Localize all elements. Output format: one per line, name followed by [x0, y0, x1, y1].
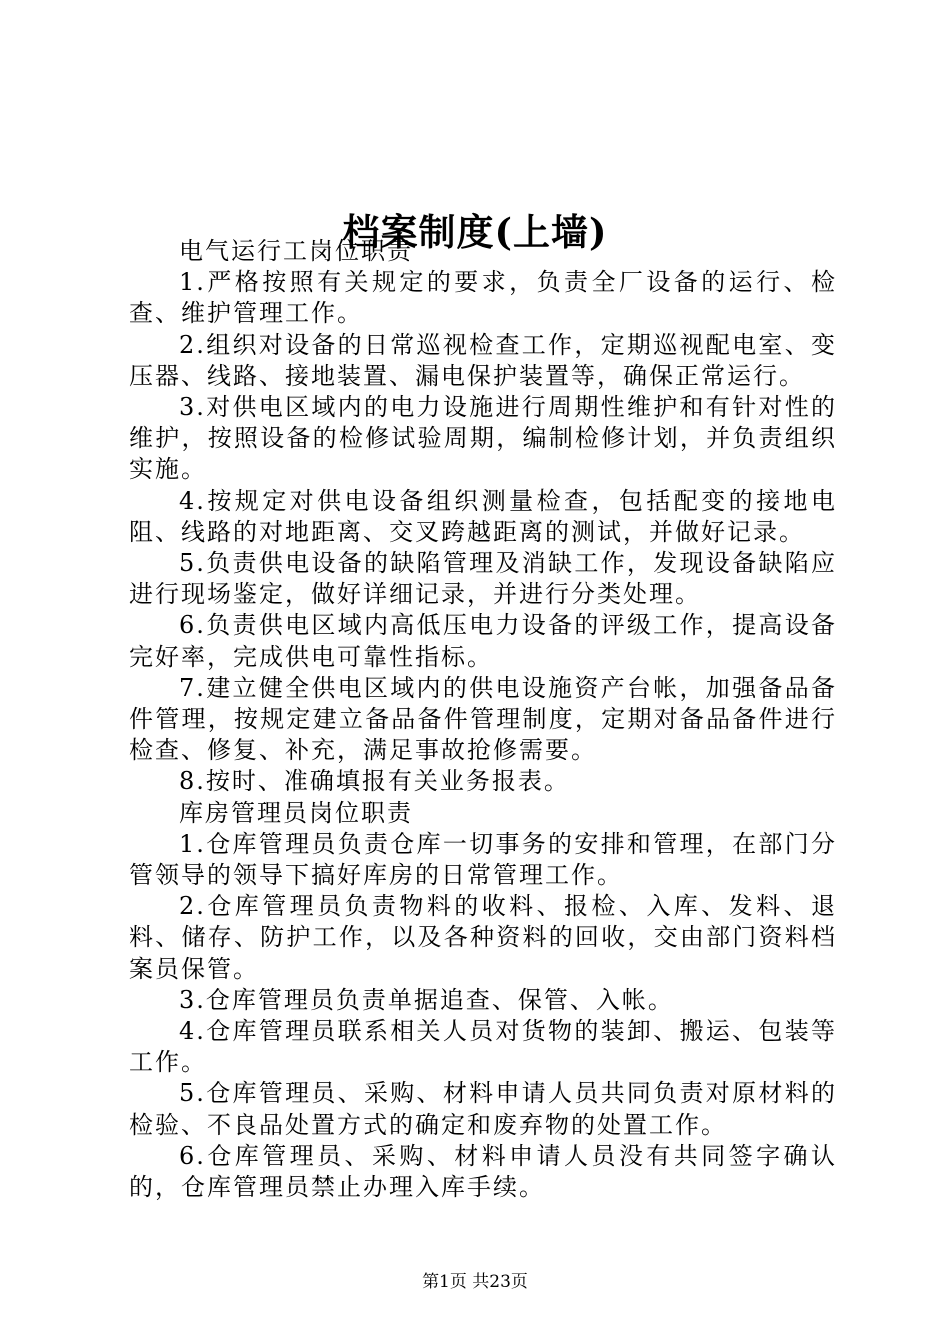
document-body	[129, 236, 837, 1203]
paragraph: 7.建立健全供电区域内的供电设施资产台帐，加强备品备件管理，按规定建立备品备件管理制度，定期对备品备件进行检查、修复、补充，满足事故抢修需要。	[129, 673, 837, 765]
paragraph: 1.严格按照有关规定的要求，负责全厂设备的运行、检查、维护管理工作。	[129, 268, 837, 328]
paragraph: 4.仓库管理员联系相关人员对货物的装卸、搬运、包装等工作。	[129, 1017, 837, 1077]
paragraph: 4.按规定对供电设备组织测量检查，包括配变的接地电阻、线路的对地距离、交叉跨越距离的测试，并做好记录。	[129, 486, 837, 546]
paragraph: 5.仓库管理员、采购、材料申请人员共同负责对原材料的检验、不良品处置方式的确定和废弃物的处置工作。	[129, 1079, 837, 1139]
paragraph: 3.仓库管理员负责单据追查、保管、入帐。	[179, 985, 674, 1014]
paragraph: 8.按时、准确填报有关业务报表。	[179, 767, 570, 796]
document-title: 档案制度(上墙)	[342, 209, 608, 254]
paragraph: 2.仓库管理员负责物料的收料、报检、入库、发料、退料、储存、防护工作，以及各种资料的回收，交由部门资料档案员保管。	[129, 892, 837, 983]
paragraph: 2.组织对设备的日常巡视检查工作，定期巡视配电室、变压器、线路、接地装置、漏电保护装置等，确保正常运行。	[129, 330, 837, 390]
paragraph: 6.负责供电区域内高低压电力设备的评级工作，提高设备完好率，完成供电可靠性指标。	[129, 611, 837, 671]
paragraph: 3.对供电区域内的电力设施进行周期性维护和有针对性的维护，按照设备的检修试验周期，编制检修计划，并负责组织实施。	[129, 393, 837, 484]
paragraph: 6.仓库管理员、采购、材料申请人员没有共同签字确认的，仓库管理员禁止办理入库手续。	[129, 1141, 837, 1202]
page-footer: 第1页 共23页	[422, 1272, 528, 1292]
paragraph: 5.负责供电设备的缺陷管理及消缺工作，发现设备缺陷应进行现场鉴定，做好详细记录，并进行分类处理。	[129, 549, 837, 609]
paragraph: 1.仓库管理员负责仓库一切事务的安排和管理，在部门分管领导的领导下搞好库房的日常管理工作。	[129, 829, 837, 890]
section-heading-warehouse: 库房管理员岗位职责	[179, 798, 413, 827]
section-heading-electrical: 电气运行工岗位职责	[179, 237, 413, 265]
